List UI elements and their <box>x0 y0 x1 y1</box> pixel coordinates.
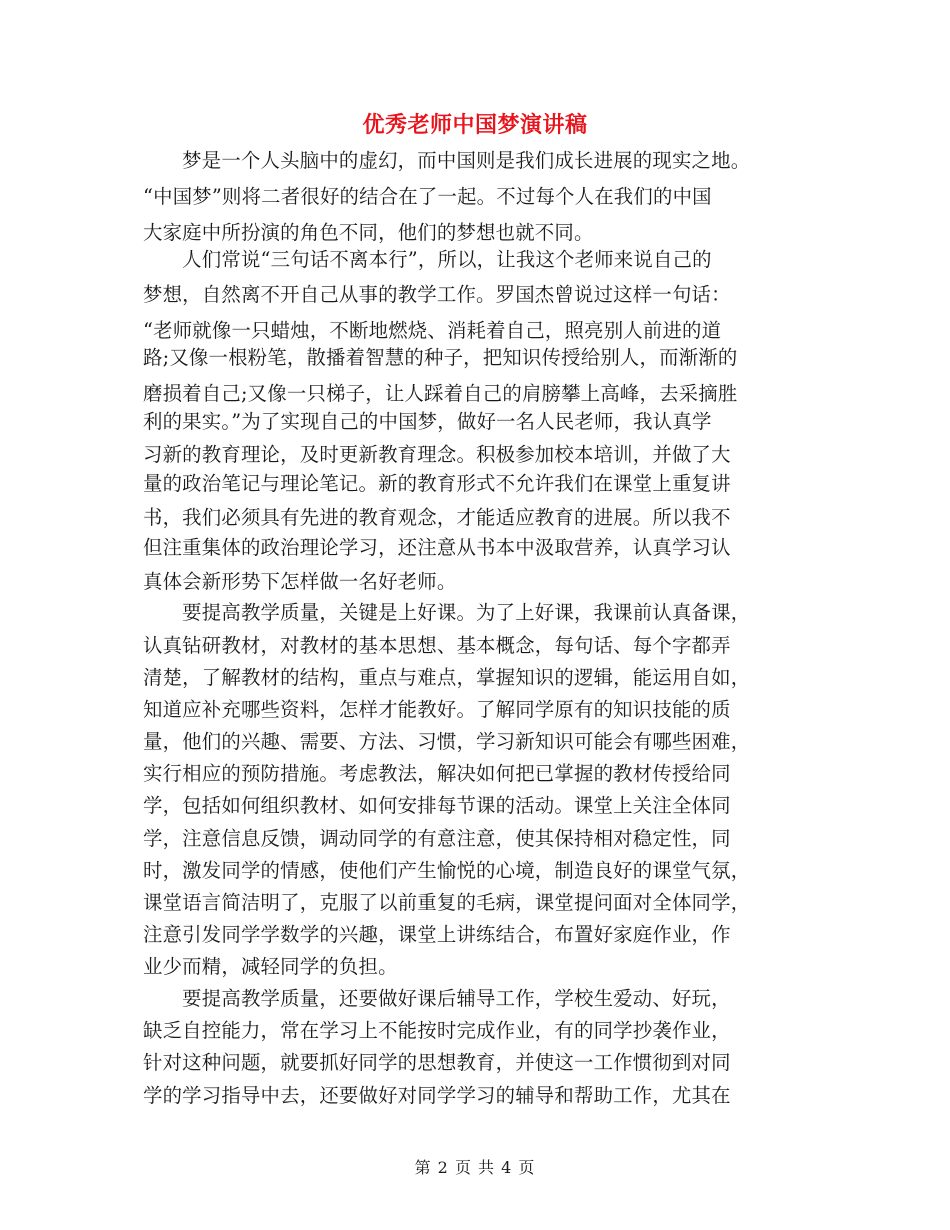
body-line: 量，他们的兴趣、需要、方法、习惯，学习新知识可能会有哪些困难， <box>143 730 751 753</box>
body-line: 大家庭中所扮演的角色不同，他们的梦想也就不同。 <box>143 221 594 244</box>
body-line: 学的学习指导中去，还要做好对同学学习的辅导和帮助工作，尤其在 <box>143 1084 731 1107</box>
body-line: 课堂语言简洁明了，克服了以前重复的毛病，课堂提问面对全体同学， <box>143 891 751 914</box>
body-line: 但注重集体的政治理论学习，还注意从书本中汲取营养，认真学习认 <box>143 536 731 559</box>
body-line: 实行相应的预防措施。考虑教法，解决如何把已掌握的教材传授给同 <box>143 762 731 785</box>
page-number: 第 2 页 共 4 页 <box>414 1158 536 1177</box>
body-line: 学，注意信息反馈，调动同学的有意注意，使其保持相对稳定性，同 <box>143 827 731 850</box>
body-line: 认真钻研教材，对教材的基本思想、基本概念，每句话、每个字都弄 <box>143 634 731 657</box>
body-line: 路;又像一根粉笔，散播着智慧的种子，把知识传授给别人，而渐渐的 <box>143 346 738 369</box>
document-title: 优秀老师中国梦演讲稿 <box>362 112 588 138</box>
body-line: “老师就像一只蜡烛，不断地燃烧、消耗着自己，照亮别人前进的道 <box>143 319 722 342</box>
body-line: 学，包括如何组织教材、如何安排每节课的活动。课堂上关注全体同 <box>143 794 731 817</box>
body-line: 时，激发同学的情感，使他们产生愉悦的心境，制造良好的课堂气氛， <box>143 859 751 882</box>
body-line: 要提高教学质量，还要做好课后辅导工作，学校生爱动、好玩， <box>143 987 731 1010</box>
body-line: 习新的教育理论，及时更新教育理念。积极参加校本培训，并做了大 <box>143 443 731 466</box>
body-line: 缺乏自控能力，常在学习上不能按时完成作业，有的同学抄袭作业， <box>143 1019 731 1042</box>
body-line: 磨损着自己;又像一只梯子，让人踩着自己的肩膀攀上高峰，去采摘胜 <box>143 382 738 405</box>
body-line: 注意引发同学学数学的兴趣，课堂上讲练结合，布置好家庭作业，作 <box>143 923 731 946</box>
body-line: 真体会新形势下怎样做一名好老师。 <box>143 570 457 593</box>
body-line: “中国梦”则将二者很好的结合在了一起。不过每个人在我们的中国 <box>143 185 712 208</box>
body-line: 知道应补充哪些资料，怎样才能教好。了解同学原有的知识技能的质 <box>143 698 731 721</box>
body-line: 人们常说“三句话不离本行”，所以，让我这个老师来说自己的 <box>143 248 712 271</box>
body-line: 梦想，自然离不开自己从事的教学工作。罗国杰曾说过这样一句话： <box>143 283 731 306</box>
body-line: 量的政治笔记与理论笔记。新的教育形式不允许我们在课堂上重复讲 <box>143 472 731 495</box>
body-line: 梦是一个人头脑中的虚幻，而中国则是我们成长进展的现实之地。 <box>143 149 751 172</box>
body-line: 业少而精，减轻同学的负担。 <box>143 955 398 978</box>
body-line: 利的果实。”为了实现自己的中国梦，做好一名人民老师，我认真学 <box>143 410 712 433</box>
body-line: 书，我们必须具有先进的教育观念，才能适应教育的进展。所以我不 <box>143 506 731 529</box>
body-line: 要提高教学质量，关键是上好课。为了上好课，我课前认真备课， <box>143 601 751 624</box>
body-line: 针对这种问题，就要抓好同学的思想教育，并使这一工作惯彻到对同 <box>143 1051 731 1074</box>
body-line: 清楚，了解教材的结构，重点与难点，掌握知识的逻辑，能运用自如， <box>143 666 751 689</box>
